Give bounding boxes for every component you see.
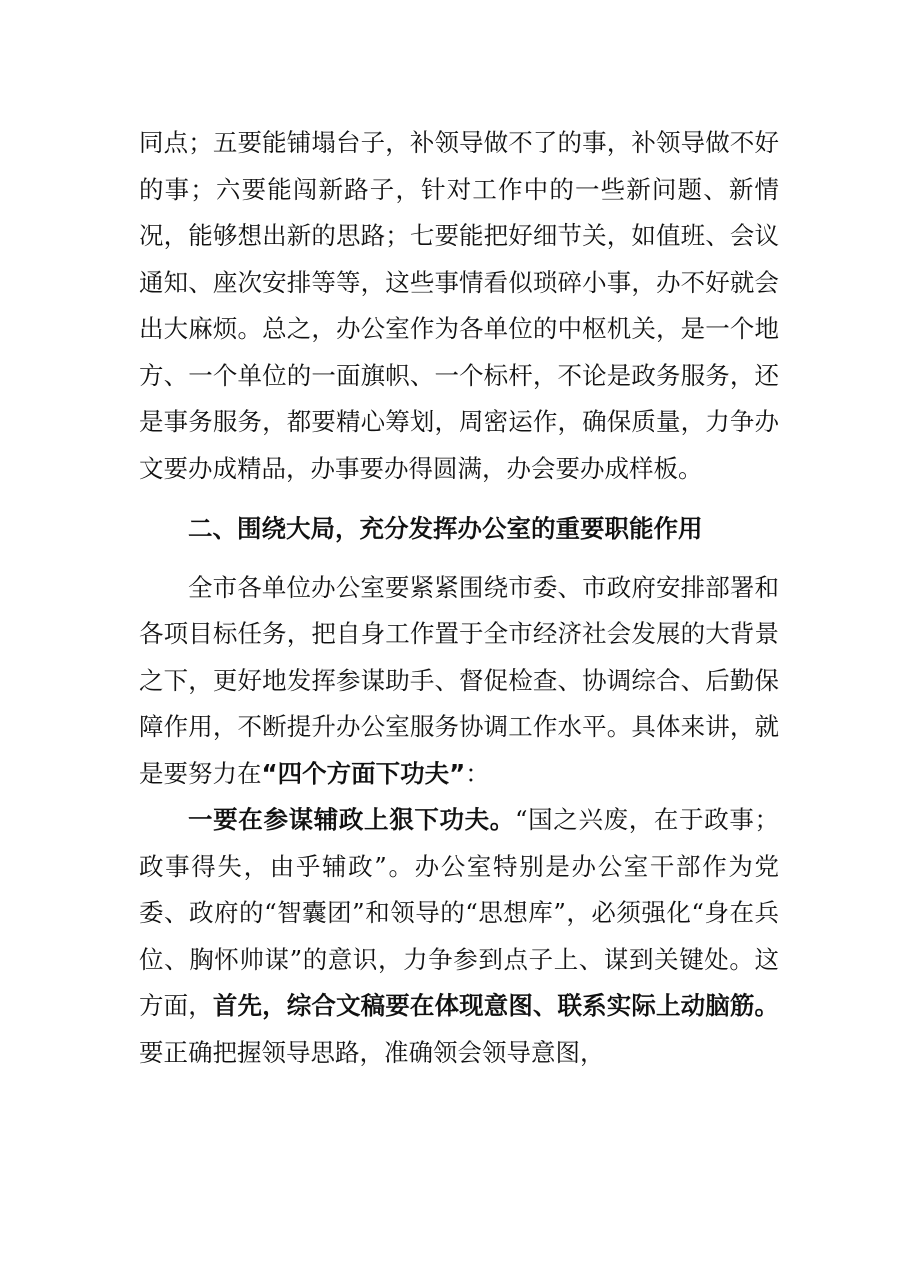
point-title: 一要在参谋辅政上狠下功夫。 <box>188 805 515 834</box>
paragraph-text-end: ： <box>465 758 490 788</box>
paragraph-intro <box>139 565 779 798</box>
paragraph-point-one <box>139 797 779 1076</box>
paragraph-text-end: 要正确把握领导思路，准确领会领导意图， <box>139 1037 605 1067</box>
section-heading <box>139 506 779 553</box>
document-body <box>139 120 779 1076</box>
paragraph-text: 全市各单位办公室要紧紧围绕市委、市政府安排部署和各项目标任务，把自身工作置于全市经济社会发展的大背景之下，更好地发挥参谋助手、督促检查、协调综合、后勤保障作用，不断提升办公室服务协调工作水平。具体来讲，就是要努力在 <box>139 572 779 788</box>
paragraph-continuation <box>139 120 779 492</box>
paragraph-text: 同点；五要能铺塌台子，补领导做不了的事，补领导做不好的事；六要能闯新路子，针对工作中的一些新问题、新情况，能够想出新的思路；七要能把好细节关，如值班、会议通知、座次安排等等，这些事情看似琐碎小事，办不好就会出大麻烦。总之，办公室作为各单位的中枢机关，是一个地方、一个单位的一面旗帜、一个标杆，不论是政务服务，还是事务服务，都要精心筹划，周密运作，确保质量，力争办文要办成精品，办事要办得圆满，办会要办成样板。 <box>139 128 779 483</box>
paragraph-text: “国之兴废，在于政事；政事得失，由乎辅政”。办公室特别是办公室干部作为党委、政府的“智囊团”和领导的“思想库”，必须强化“身在兵位、胸怀帅谋”的意识，力争参到点子上、谋到关键处。这方面， <box>139 805 780 1020</box>
heading-text: 二、围绕大局，充分发挥办公室的重要职能作用 <box>188 514 703 543</box>
emphasis-text: 首先，综合文稿要在体现意图、联系实际上动脑筋。 <box>212 991 780 1020</box>
emphasis-text: “四个方面下功夫” <box>261 758 466 788</box>
